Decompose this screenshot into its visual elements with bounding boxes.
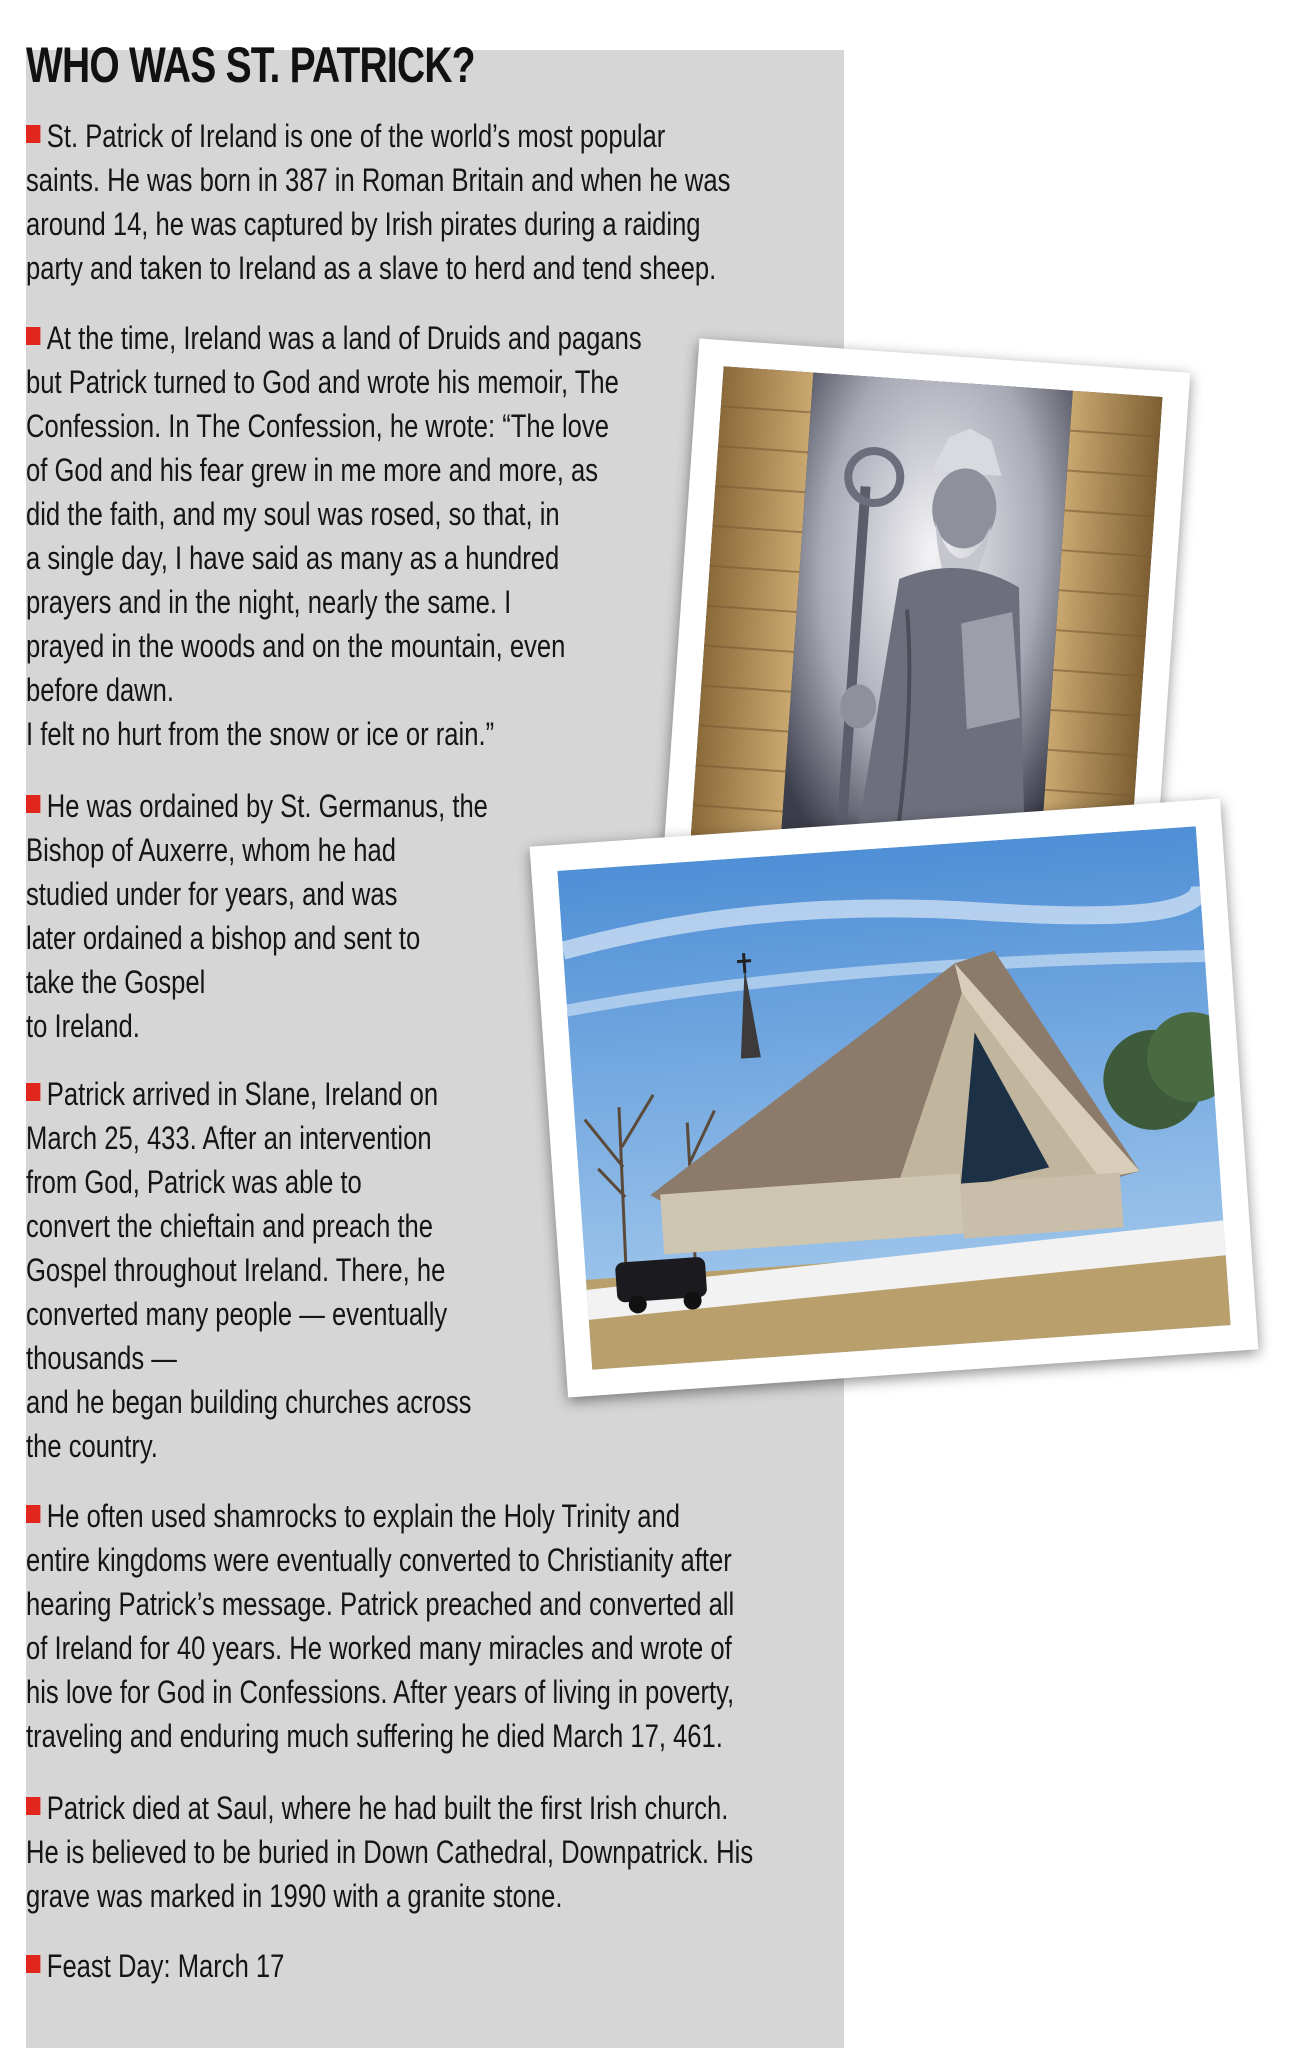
article-title: WHO WAS ST. PATRICK? [26, 37, 475, 93]
paragraph-7: Feast Day: March 17 [26, 1944, 284, 1988]
paragraph-1: St. Patrick of Ireland is one of the world’s most popular saints. He was born in 387 in Roman Britain and when he was around 14, he was captured by Irish pirates during a raiding party and taken to Ireland as a slave to herd and tend sheep. [26, 118, 731, 286]
bullet-icon [26, 1083, 40, 1101]
bullet-icon [26, 1955, 40, 1973]
paragraph-2: At the time, Ireland was a land of Druids and pagans but Patrick turned to God and wrote his memoir, The Confession. In The Confession, he wrote: “The love of God and his fear grew in me more and more, as did the faith, and my soul was rosed, so that, in a single day, I have said as many as a hundred prayers and in the night, nearly the same. I prayed in the woods and on the mountain, even before dawn. I felt no hurt from the snow or ice or rain.” [26, 320, 642, 752]
bullet-icon [26, 1797, 40, 1815]
paragraph-5: He often used shamrocks to explain the Holy Trinity and entire kingdoms were eventually converted to Christianity after hearing Patrick’s message. Patrick preached and converted all of Ireland for 40 years. He worked many miracles and wrote of his love for God in Confessions. After years of living in poverty, traveling and enduring much suffering he died March 17, 461. [26, 1498, 735, 1754]
bullet-icon [26, 795, 40, 813]
paragraph-3: He was ordained by St. Germanus, the Bishop of Auxerre, whom he had studied under for years, and was later ordained a bishop and sent to take the Gospel to Ireland. [26, 788, 488, 1044]
paragraph-6: Patrick died at Saul, where he had built the first Irish church. He is believed to be buried in Down Cathedral, Downpatrick. His grave was marked in 1990 with a granite stone. [26, 1790, 754, 1914]
bullet-icon [26, 327, 40, 345]
bullet-icon [26, 125, 40, 143]
church-icon [557, 826, 1230, 1369]
bullet-icon [26, 1505, 40, 1523]
church-photo [530, 799, 1259, 1398]
paragraph-4: Patrick arrived in Slane, Ireland on March 25, 433. After an intervention from God, Patrick was able to convert the chieftain and preach the Gospel throughout Ireland. There, he converted many people — eventually thousands — and he began building churches across the country. [26, 1076, 472, 1464]
